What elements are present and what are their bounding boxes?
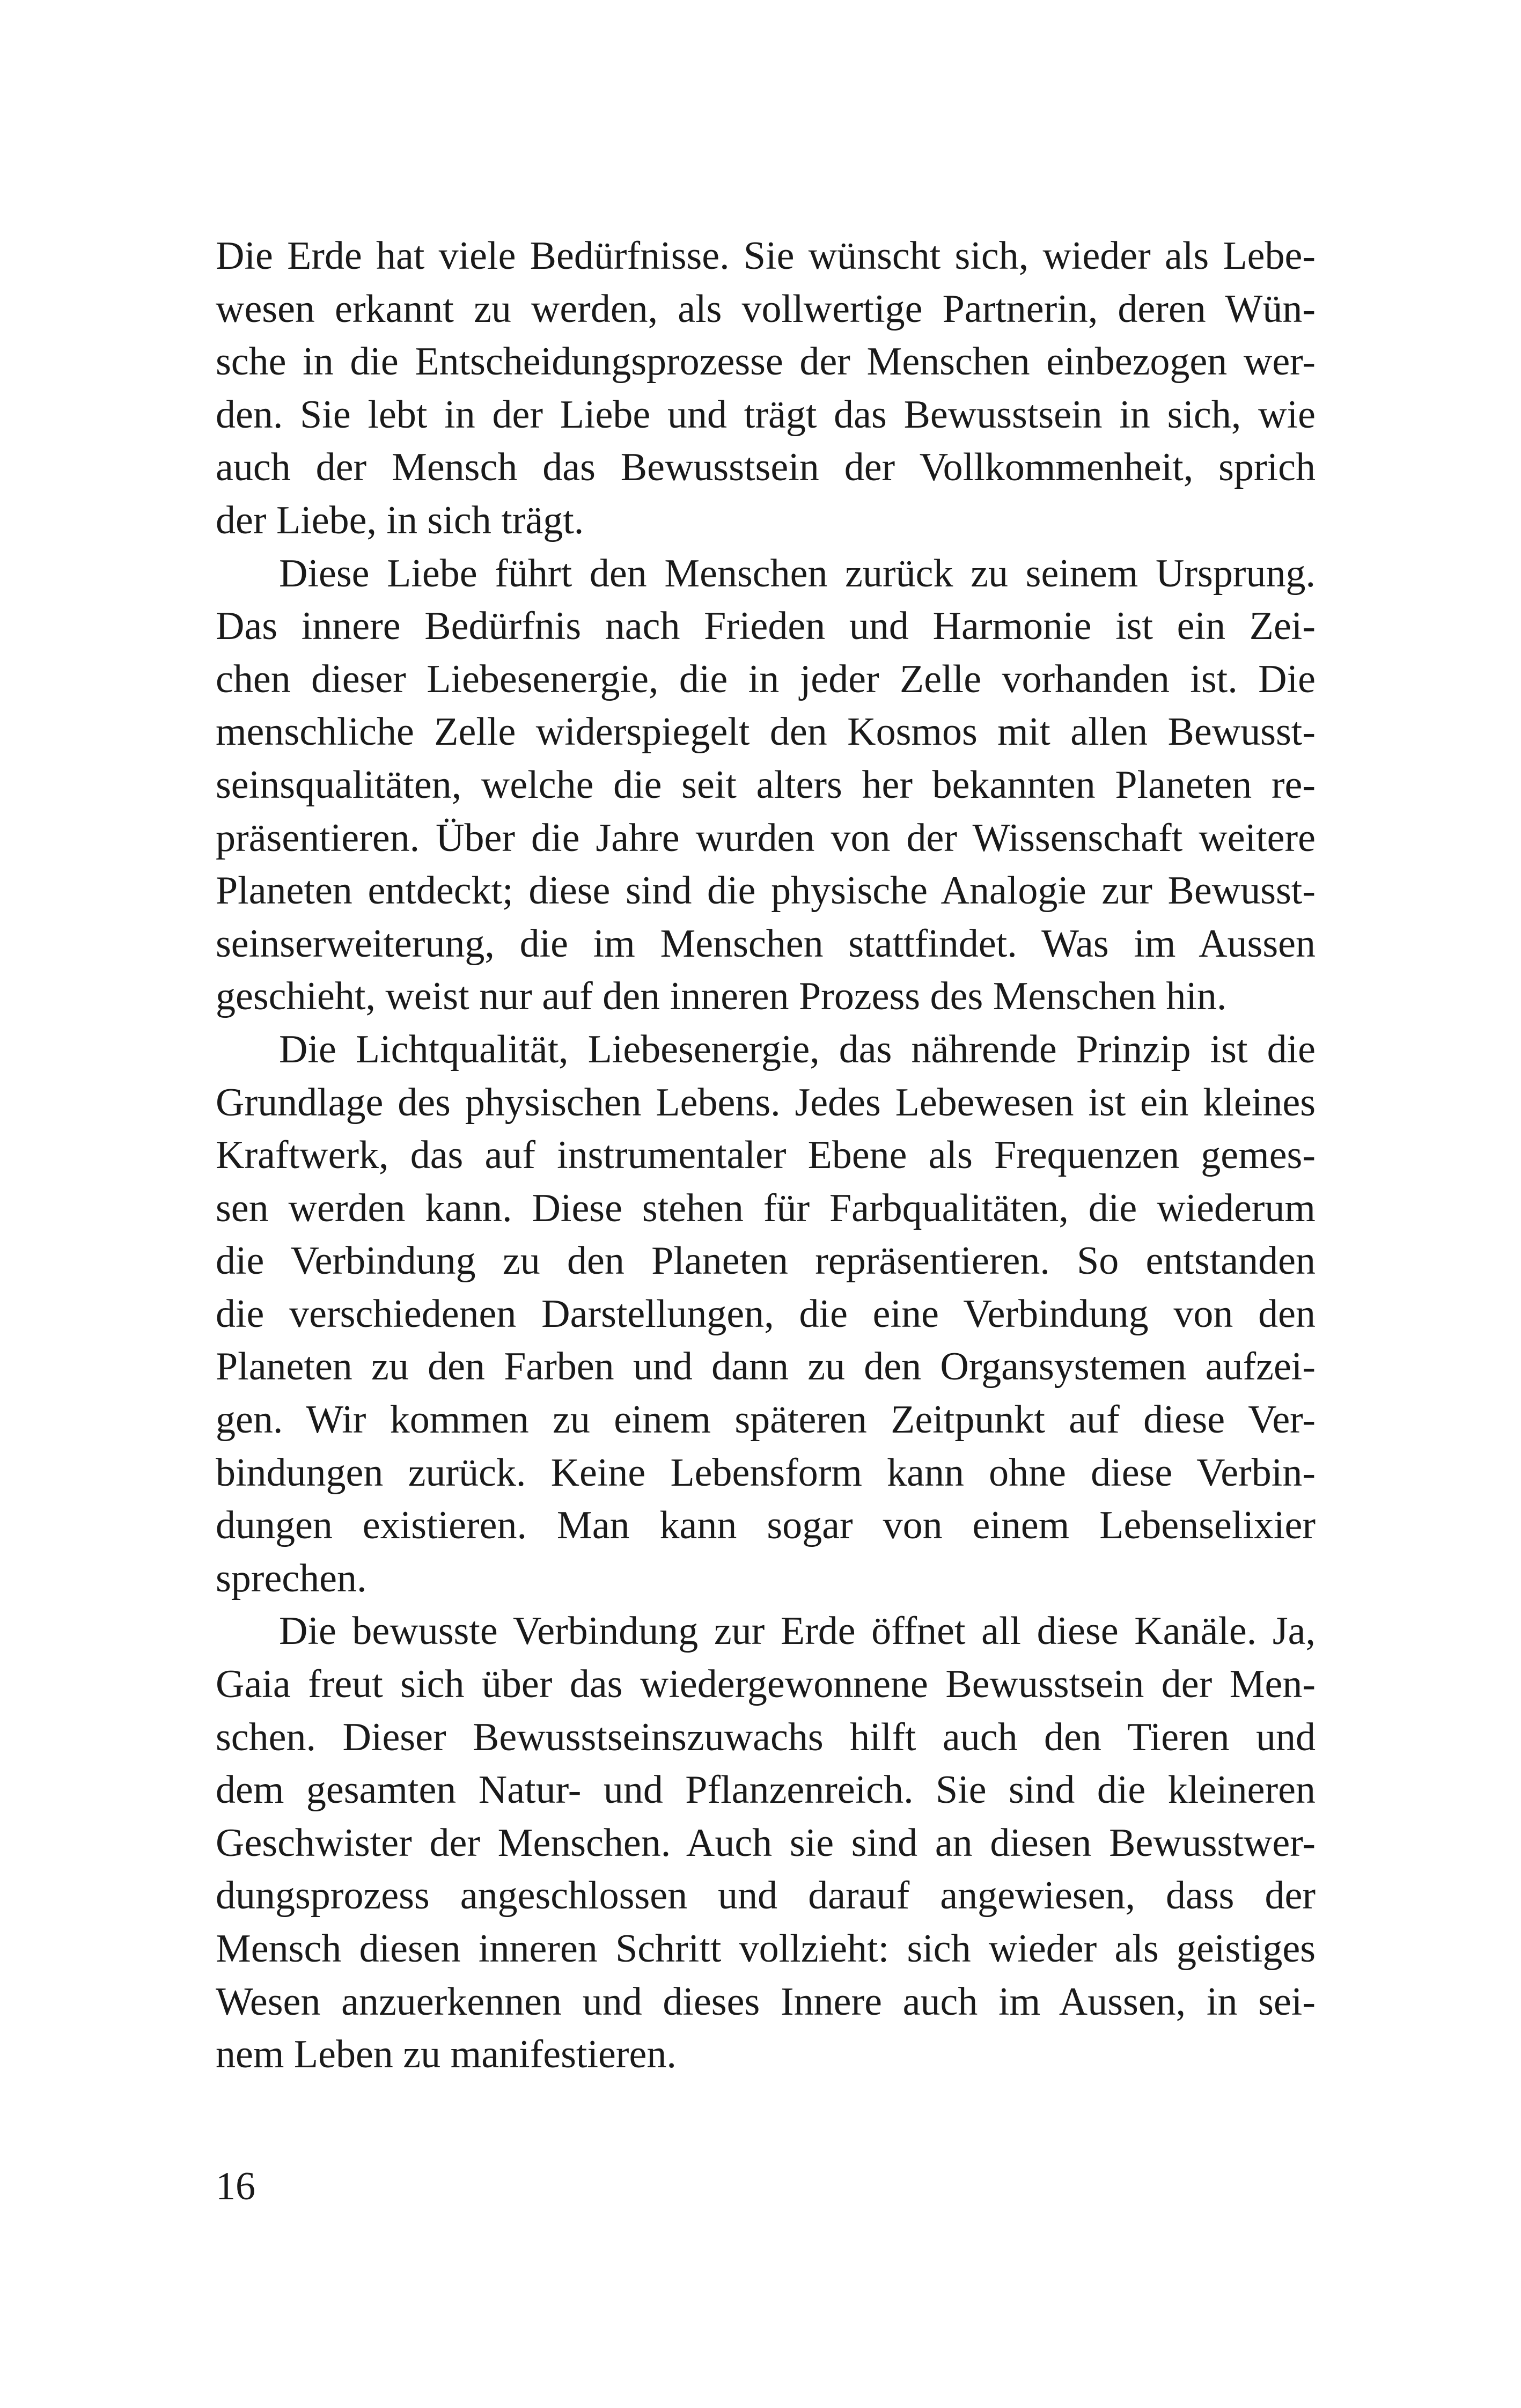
text-line: wesen erkannt zu werden, als vollwertige Partnerin, deren Wün-: [216, 287, 1316, 331]
text-line: gen. Wir kommen zu einem späteren Zeitpunkt auf diese Ver-: [216, 1398, 1316, 1442]
text-line: der Liebe, in sich trägt.: [216, 498, 584, 542]
body-text: [216, 230, 1316, 2081]
text-line: präsentieren. Über die Jahre wurden von der Wissenschaft weitere: [216, 816, 1316, 860]
text-line: Planeten zu den Farben und dann zu den Organsystemen aufzei-: [216, 1345, 1316, 1389]
text-line: dungen existieren. Man kann sogar von einem Lebenselixier: [216, 1503, 1316, 1548]
text-line: Die bewusste Verbindung zur Erde öffnet all diese Kanäle. Ja,: [279, 1609, 1316, 1654]
text-line: schen. Dieser Bewusstseinszuwachs hilft auch den Tieren und: [216, 1715, 1316, 1759]
text-line: auch der Mensch das Bewusstsein der Vollkommenheit, sprich: [216, 445, 1316, 490]
text-line: Wesen anzuerkennen und dieses Innere auch im Aussen, in sei-: [216, 1979, 1316, 2024]
page-number: 16: [216, 2164, 255, 2208]
text-line: Die Erde hat viele Bedürfnisse. Sie wünscht sich, wieder als Lebe-: [216, 234, 1316, 278]
text-line: chen dieser Liebesenergie, die in jeder Zelle vorhanden ist. Die: [216, 657, 1316, 701]
text-line: seinserweiterung, die im Menschen stattfindet. Was im Aussen: [216, 921, 1316, 966]
text-line: nem Leben zu manifestieren.: [216, 2032, 677, 2077]
text-line: Diese Liebe führt den Menschen zurück zu seinem Ursprung.: [279, 551, 1316, 596]
text-line: dem gesamten Natur- und Pflanzenreich. Sie sind die kleineren: [216, 1768, 1316, 1812]
text-line: die verschiedenen Darstellungen, die eine Verbindung von den: [216, 1291, 1316, 1336]
text-line: sprechen.: [216, 1556, 367, 1601]
text-line: seinsqualitäten, welche die seit alters her bekannten Planeten re-: [216, 762, 1316, 807]
text-line: Gaia freut sich über das wiedergewonnene Bewusstsein der Men-: [216, 1662, 1316, 1707]
text-line: bindungen zurück. Keine Lebensform kann ohne diese Verbin-: [216, 1450, 1316, 1495]
text-line: Die Lichtqualität, Liebesenergie, das nährende Prinzip ist die: [279, 1027, 1316, 1071]
text-line: Mensch diesen inneren Schritt vollzieht: sich wieder als geistiges: [216, 1927, 1316, 1971]
text-line: Grundlage des physischen Lebens. Jedes Lebewesen ist ein kleines: [216, 1080, 1316, 1125]
text-line: sen werden kann. Diese stehen für Farbqualitäten, die wiederum: [216, 1186, 1316, 1230]
text-line: Das innere Bedürfnis nach Frieden und Harmonie ist ein Zei-: [216, 604, 1316, 649]
text-line: dungsprozess angeschlossen und darauf angewiesen, dass der: [216, 1874, 1316, 1918]
text-line: die Verbindung zu den Planeten repräsentieren. So entstanden: [216, 1239, 1316, 1283]
text-line: sche in die Entscheidungsprozesse der Menschen einbezogen wer-: [216, 340, 1316, 384]
text-line: Geschwister der Menschen. Auch sie sind an diesen Bewusstwer-: [216, 1820, 1316, 1865]
text-line: den. Sie lebt in der Liebe und trägt das Bewusstsein in sich, wie: [216, 392, 1316, 437]
text-line: menschliche Zelle widerspiegelt den Kosmos mit allen Bewusst-: [216, 710, 1316, 754]
text-line: geschieht, weist nur auf den inneren Prozess des Menschen hin.: [216, 974, 1227, 1019]
text-line: Kraftwerk, das auf instrumentaler Ebene als Frequenzen gemes-: [216, 1133, 1316, 1178]
text-line: Planeten entdeckt; diese sind die physische Analogie zur Bewusst-: [216, 869, 1316, 913]
